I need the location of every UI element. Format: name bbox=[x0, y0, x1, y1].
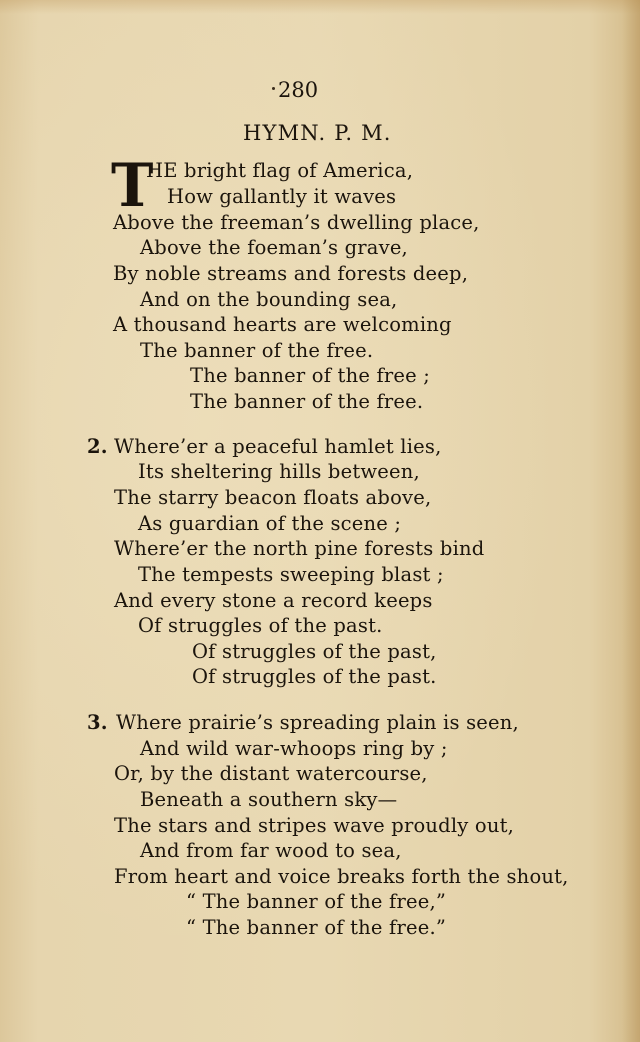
stanza-number: 2. bbox=[87, 435, 108, 458]
verse-line: The banner of the free ; bbox=[190, 364, 431, 387]
verse-line: A thousand hearts are welcoming bbox=[113, 313, 452, 336]
verse-line: HE bright flag of America, bbox=[146, 159, 414, 182]
verse-line: Of struggles of the past, bbox=[192, 640, 437, 663]
verse-line: “ The banner of the free.” bbox=[186, 916, 447, 939]
verse-line: Above the freeman’s dwelling place, bbox=[113, 211, 480, 234]
verse-line: The stars and stripes wave proudly out, bbox=[114, 814, 515, 837]
verse-line: From heart and voice breaks forth the shout, bbox=[114, 865, 569, 888]
stanza-number: 3. bbox=[87, 711, 108, 734]
verse-line: And wild war-whoops ring by ; bbox=[140, 737, 448, 760]
verse-line: The starry beacon floats above, bbox=[114, 486, 432, 509]
drop-cap: T bbox=[111, 151, 154, 221]
page-number: 280 bbox=[278, 78, 319, 102]
verse-line: The banner of the free. bbox=[190, 390, 424, 413]
verse-line: Of struggles of the past. bbox=[192, 665, 437, 688]
verse-line: By noble streams and forests deep, bbox=[113, 262, 469, 285]
verse-line: Above the foeman’s grave, bbox=[140, 236, 408, 259]
verse-line: The banner of the free. bbox=[140, 339, 374, 362]
verse-line: The tempests sweeping blast ; bbox=[138, 563, 444, 586]
verse-line: And on the bounding sea, bbox=[140, 288, 398, 311]
page-number-dot bbox=[272, 87, 275, 90]
hymn-title: HYMN. P. M. bbox=[243, 121, 392, 145]
verse-line: Or, by the distant watercourse, bbox=[114, 762, 428, 785]
verse-line: How gallantly it waves bbox=[167, 185, 397, 208]
verse-line: Beneath a southern sky— bbox=[140, 788, 398, 811]
verse-line: As guardian of the scene ; bbox=[138, 512, 402, 535]
verse-line: Of struggles of the past. bbox=[138, 614, 383, 637]
verse-line: “ The banner of the free,” bbox=[186, 890, 447, 913]
verse-line: And from far wood to sea, bbox=[140, 839, 402, 862]
verse-line: Where prairie’s spreading plain is seen, bbox=[116, 711, 519, 734]
verse-line: Its sheltering hills between, bbox=[138, 460, 420, 483]
verse-line: And every stone a record keeps bbox=[114, 589, 433, 612]
verse-line: Where’er a peaceful hamlet lies, bbox=[114, 435, 442, 458]
verse-line: Where’er the north pine forests bind bbox=[114, 537, 485, 560]
